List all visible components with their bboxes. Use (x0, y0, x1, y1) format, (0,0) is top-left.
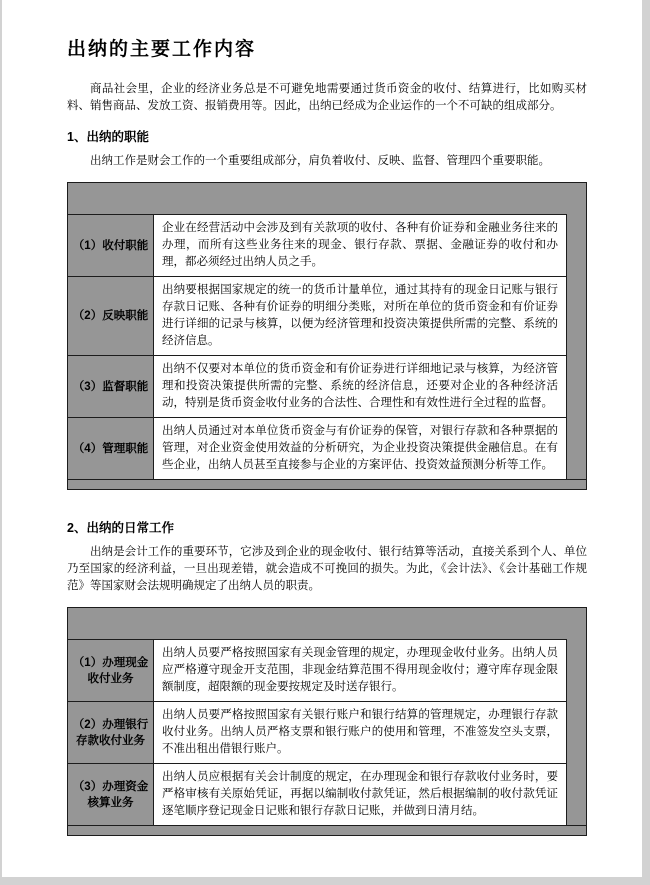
document-page (2, 0, 642, 877)
section2-heading: 2、出纳的日常工作 (67, 521, 174, 535)
row-label: （1）办理现金收付业务 (68, 640, 154, 701)
section1-lead-paragraph: 出纳工作是财会工作的一个重要组成部分，肩负着收付、反映、监督、管理四个重要职能。 (90, 155, 550, 167)
table-row (68, 214, 567, 276)
table-row (68, 763, 567, 825)
row-label: （2）办理银行存款收付业务 (68, 702, 154, 763)
document-title: 出纳的主要工作内容 (67, 39, 257, 60)
row-label: （3）办理资金核算业务 (68, 764, 154, 825)
row-text: 出纳人员通过对本单位货币资金与有价证券的保管，对银行存款和各种票据的管理，对企业资金使用效益的分析研究，为企业投资决策提供金融信息。在有些企业，出纳人员甚至直接参与企业的方案评估、投资效益预测分析等工作。 (154, 418, 566, 479)
row-label: （4）管理职能 (68, 418, 154, 479)
table-row (68, 417, 567, 479)
table-row (68, 355, 567, 417)
row-text: 出纳不仅要对本单位的货币资金和有价证券进行详细地记录与核算，为经济管理和投资决策提供所需的完整、系统的经济信息，还要对企业的各种经济活动，特别是货币资金收付业务的合法性、合理性和有效性进行全过程的监督。 (154, 356, 566, 417)
row-text: 出纳人员应根据有关会计制度的规定，在办理现金和银行存款收付业务时，要严格审核有关原始凭证，再据以编制收付款凭证，然后根据编制的收付款凭证逐笔顺序登记现金日记账和银行存款日记账，并做到日清月结。 (154, 764, 566, 825)
row-text: 企业在经营活动中会涉及到有关款项的收付、各种有价证券和金融业务往来的办理，而所有这些业务往来的现金、银行存款、票据、金融证券的收付和办理，都必须经过出纳人员之手。 (154, 215, 566, 276)
row-text: 出纳人员要严格按照国家有关现金管理的规定，办理现金收付业务。出纳人员应严格遵守现金开支范围，非现金结算范围不得用现金收付；遵守库存现金限额制度，超限额的现金要按规定及时送存银行。 (154, 640, 566, 701)
daily-work-table (67, 607, 587, 836)
row-text: 出纳要根据国家规定的统一的货币计量单位，通过其持有的现金日记账与银行存款日记账、各种有价证券的明细分类账，对所在单位的货币资金和有价证券进行详细的记录与核算，以便为经济管理和投资决策提供所需的完整、系统的经济信息。 (154, 277, 566, 355)
row-label: （2）反映职能 (68, 277, 154, 355)
section1-heading: 1、出纳的职能 (67, 130, 149, 144)
table-row (68, 276, 567, 355)
row-text: 出纳人员要严格按照国家有关银行账户和银行结算的管理规定，办理银行存款收付业务。出纳人员严格支票和银行账户的使用和管理，不准签发空头支票，不准出租出借银行账户。 (154, 702, 566, 763)
table-header-band (68, 608, 586, 639)
table-footer-band (68, 479, 586, 489)
section2-lead-paragraph: 出纳是会计工作的重要环节，它涉及到企业的现金收付、银行结算等活动，直接关系到个人、单位乃至国家的经济利益，一旦出现差错，就会造成不可挽回的损失。为此，《会计法》、《会计基础工作规范》等国家财会法规明确规定了出纳人员的职责。 (67, 546, 587, 592)
row-label: （1）收付职能 (68, 215, 154, 276)
table-row (68, 639, 567, 701)
intro-paragraph: 商品社会里，企业的经济业务总是不可避免地需要通过货币资金的收付、结算进行，比如购买材料、销售商品、发放工资、报销费用等。因此，出纳已经成为企业运作的一个不可缺的组成部分。 (67, 83, 587, 112)
cashier-functions-table (67, 182, 587, 490)
table-footer-band (68, 825, 586, 835)
table-row (68, 701, 567, 763)
row-label: （3）监督职能 (68, 356, 154, 417)
table-header-band (68, 183, 586, 214)
